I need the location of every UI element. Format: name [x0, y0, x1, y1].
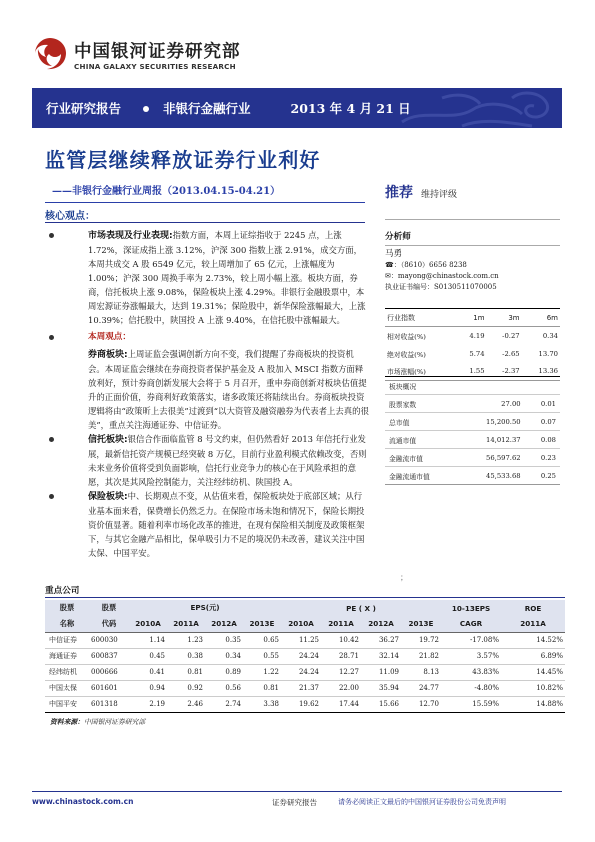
table-cell: 0.34	[205, 648, 243, 664]
analyst-phone: ☎：（8610）6656 8238	[385, 261, 467, 269]
footer-divider	[32, 791, 562, 792]
table-cell: 17.44	[321, 696, 361, 712]
table-cell: 3.57%	[441, 648, 501, 664]
broker-paragraph	[45, 347, 370, 432]
table-cell: 12.27	[321, 664, 361, 680]
table-header-row: 行业指数 1m 3m 6m	[385, 309, 560, 327]
table-cell: 14.52%	[501, 632, 565, 648]
trust-paragraph	[45, 432, 370, 489]
table-cell: -17.08%	[441, 632, 501, 648]
paragraph-text: 中、长期观点不变，从估值来看，保险板块处于底部区域；从行业基本面来看，保费增长仍然乏力。在保险市场未饱和情况下，保险长期投资价值显著。随着利率市场化改革的推进，在现有保险相关制度及政策框架下，与其它金融产品相比，保单吸引力不足的境况仍未改善，建议关注中国太保、中国平安。	[88, 491, 365, 558]
table-cell: 19.62	[281, 696, 321, 712]
analyst-heading: 分析师	[385, 232, 411, 242]
table-cell: 3.38	[243, 696, 281, 712]
table-cell: 0.35	[205, 632, 243, 648]
analyst-cert: 执业证书编号：S0130511070005	[385, 283, 497, 291]
rating-note: 维持评级	[421, 190, 458, 200]
table-cell: 11.09	[361, 664, 401, 680]
company-name-cell: 经纬纺机	[45, 664, 89, 680]
table-row	[45, 648, 565, 664]
insurance-paragraph	[45, 489, 370, 560]
table-subheader-row: 名称 代码 2010A 2011A 2012A 2013E 2010A 2011A 2012A 2013E CAGR 2011A	[45, 616, 565, 632]
key-companies-body	[45, 632, 565, 712]
paragraph-text: 银信合作面临监管 8 号文约束，但仍然看好 2013 年信托行业发展，最新信托资产规模已经突破 8 万亿，目前行业盈利模式依赖改变，否则未来业务价值将受到负面影响，信托行业竞争力的核心在于风险承担的意愿，其次是其风险控制能力，关注经纬纺机、陕国投 A。	[88, 434, 367, 487]
table-cell: 1.23	[167, 632, 205, 648]
subtitle-divider	[45, 202, 365, 203]
table-row	[45, 632, 565, 648]
table-cell: 35.94	[361, 680, 401, 696]
table-cell: 000666	[89, 664, 129, 680]
stray-semicolon: ；	[400, 573, 408, 582]
key-companies-divider	[45, 597, 565, 598]
table-row: 市场涨幅(%) 1.55 -2.37 13.36	[385, 363, 560, 381]
table-cell: 15.59%	[441, 696, 501, 712]
table-row: 金融流通市值 45,533.68 0.25	[385, 467, 560, 485]
table-cell: 1.22	[243, 664, 281, 680]
paragraph-label: 保险板块:	[88, 492, 128, 502]
table-cell: 0.94	[129, 680, 167, 696]
table-header-row: 股票 股票 EPS(元) PE ( X ) 10-13EPS ROE	[45, 600, 565, 616]
table-cell: 24.24	[281, 664, 321, 680]
table-cell: 43.83%	[441, 664, 501, 680]
table-cell: 601601	[89, 680, 129, 696]
table-cell: 0.55	[243, 648, 281, 664]
bullet-dot-icon	[49, 335, 54, 340]
logo-english-name: CHINA GALAXY SECURITIES RESEARCH	[74, 62, 236, 71]
company-logo	[32, 36, 287, 82]
table-cell: 601318	[89, 696, 129, 712]
weekly-view-heading: 本周观点：	[45, 327, 370, 347]
rating-divider	[385, 219, 560, 220]
core-viewpoints	[45, 228, 370, 560]
rating-label: 推荐	[385, 185, 413, 201]
table-cell: 24.77	[401, 680, 441, 696]
table-row: 板块概况	[385, 377, 560, 395]
table-cell: 600030	[89, 632, 129, 648]
paragraph-text: 上周证监会强调创新方向不变，我们提醒了券商板块的投资机会。本周证监会继续在券商投资者保护基金及 A 股加入 MSCI 指数方面释放利好，预计券商创新发展大会将于 5 月召开，重申券商创新对板块估值提升的正面价值，券商利好政策落实，诸多政策还将陆续出台。券商板块投资逻辑将由“政策昕上去很美”过渡到“以大资管及融资融券为代表者上去真的很美”，重点关注海通证券、中信证券。	[88, 349, 369, 430]
analyst-name: 马勇	[385, 249, 403, 259]
table-cell: 15.66	[361, 696, 401, 712]
core-heading: 核心观点：	[45, 211, 95, 222]
analyst-divider	[385, 245, 560, 246]
galaxy-logo-icon	[32, 36, 68, 72]
bullet-dot-icon	[143, 106, 149, 112]
table-cell: 21.82	[401, 648, 441, 664]
table-cell: 24.24	[281, 648, 321, 664]
table-cell: 0.81	[167, 664, 205, 680]
table-row	[45, 696, 565, 712]
analyst-email[interactable]: ✉：mayong@chinastock.com.cn	[385, 272, 499, 280]
table-cell: 0.38	[167, 648, 205, 664]
table-cell: 0.45	[129, 648, 167, 664]
report-type: 行业研究报告	[46, 101, 122, 116]
table-cell: 19.72	[401, 632, 441, 648]
core-divider	[45, 222, 365, 223]
table-cell: 32.14	[361, 648, 401, 664]
company-name-cell: 中国太保	[45, 680, 89, 696]
footer-center-text: 证券研究报告	[272, 798, 317, 807]
table-cell: -4.80%	[441, 680, 501, 696]
table-cell: 0.56	[205, 680, 243, 696]
report-subtitle: ——非银行金融行业周报（2013.04.15-04.21）	[52, 186, 281, 197]
header-banner	[32, 88, 562, 128]
bullet-dot-icon	[49, 233, 54, 238]
table-cell: 2.74	[205, 696, 243, 712]
table-cell: 2.46	[167, 696, 205, 712]
paragraph-text: 指数方面，本周上证综指收于 2245 点，上涨 1.72%，深证成指上涨 3.12%，沪深 300 指数上涨 2.91%，成交方面，本周共成交 A 股 6549 亿元，较上周增加了 65 亿元，上涨幅度为 1.00%；沪深 300 周换手率为 2.73%，较上周小幅上涨。板块方面，券商，信托板块上涨 9.08%，保险板块上涨 4.29%。非银行金融股票中，本周宏源证券涨幅最大，达到 19.31%；保险股中，新华保险涨幅最大，上涨 10.39%；信托股中，陕国投 A 上涨 9.40%，在信托股中涨幅最大。	[88, 230, 366, 325]
table-row: 相对收益(%) 4.19 -0.27 0.34	[387, 331, 558, 341]
report-title: 监管层继续释放证券行业利好	[45, 148, 321, 172]
table-cell: 21.37	[281, 680, 321, 696]
source-note: 资料来源：中国银河证券研究部	[50, 718, 146, 726]
table-cell: 10.82%	[501, 680, 565, 696]
table-cell: 6.89%	[501, 648, 565, 664]
table-row	[45, 664, 565, 680]
table-cell: 0.81	[243, 680, 281, 696]
table-cell: 14.45%	[501, 664, 565, 680]
logo-chinese-name: 中国银河证券研究部	[74, 42, 241, 62]
table-cell: 0.65	[243, 632, 281, 648]
bullet-dot-icon	[49, 494, 54, 499]
performance-table	[385, 308, 560, 381]
table-cell: 14.88%	[501, 696, 565, 712]
table-cell: 2.19	[129, 696, 167, 712]
table-row: 总市值 15,200.50 0.07	[385, 413, 560, 431]
table-row	[45, 680, 565, 696]
report-sector: 非银行金融行业	[163, 101, 251, 116]
key-companies-heading: 重点公司	[45, 586, 80, 596]
paragraph-label: 券商板块:	[88, 350, 128, 360]
company-name-cell: 海通证券	[45, 648, 89, 664]
table-row: 流通市值 14,012.37 0.08	[385, 431, 560, 449]
table-cell: 0.92	[167, 680, 205, 696]
bullet-dot-icon	[49, 437, 54, 442]
table-cell: 22.00	[321, 680, 361, 696]
table-cell: 28.71	[321, 648, 361, 664]
banner-text	[46, 99, 411, 117]
table-cell: 10.42	[321, 632, 361, 648]
footer-url-link[interactable]: www.chinastock.com.cn	[32, 797, 134, 806]
market-paragraph	[45, 228, 370, 327]
footer-disclaimer: 请务必阅读正文最后的中国银河证券股份公司免责声明	[338, 798, 506, 806]
company-name-cell: 中信证券	[45, 632, 89, 648]
table-cell: 11.25	[281, 632, 321, 648]
table-row: 股票家数 27.00 0.01	[385, 395, 560, 413]
rating-box	[385, 182, 457, 202]
table-row: 金融流市值 56,597.62 0.23	[385, 449, 560, 467]
table-row: 绝对收益(%) 5.74 -2.65 13.70	[387, 349, 558, 359]
table-cell: 0.41	[129, 664, 167, 680]
table-cell: 0.89	[205, 664, 243, 680]
analyst-box	[385, 232, 560, 293]
company-name-cell: 中国平安	[45, 696, 89, 712]
paragraph-label: 信托板块:	[88, 435, 128, 445]
paragraph-label: 市场表现及行业表现:	[88, 231, 173, 241]
table-cell: 1.14	[129, 632, 167, 648]
report-date: 2013 年 4 月 21 日	[290, 101, 411, 116]
table-cell: 12.70	[401, 696, 441, 712]
table-cell: 36.27	[361, 632, 401, 648]
table-cell: 600837	[89, 648, 129, 664]
table-cell: 8.13	[401, 664, 441, 680]
sector-overview-table	[385, 376, 560, 485]
key-companies-table	[45, 600, 565, 713]
